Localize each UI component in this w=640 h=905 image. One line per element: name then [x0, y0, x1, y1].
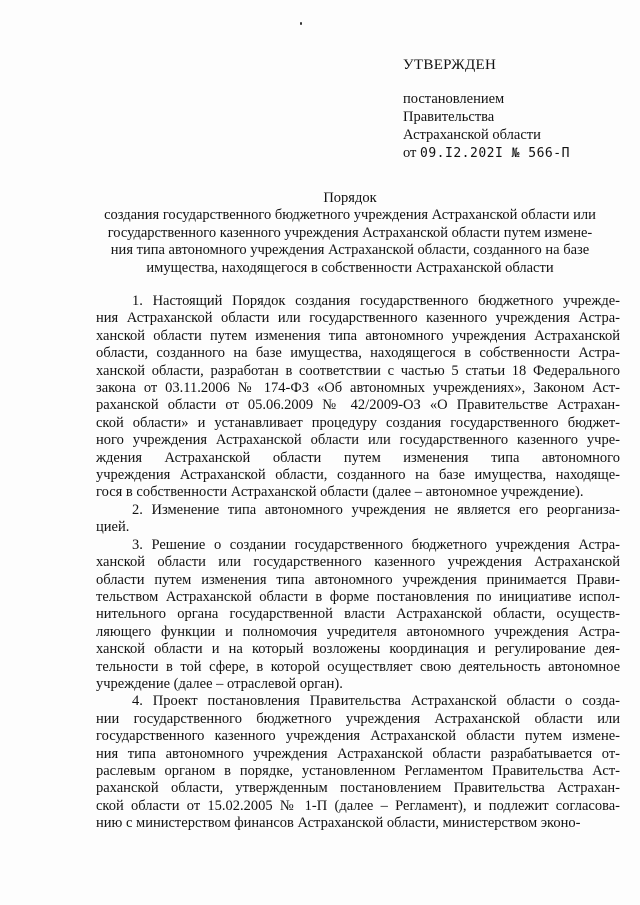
paragraph-line: государственного казенного учреждения Астраханской области путем измене- [96, 728, 620, 745]
paragraph-line: ханской области, разработан в соответствии с частью 5 статьи 18 Федерального [96, 362, 620, 379]
title-heading: Порядок [323, 190, 377, 206]
paragraph-line: 2. Изменение типа автономного учреждения не является его реорганиза- [132, 501, 620, 518]
paragraph-line: ного учреждения Астраханской области или государственного казенного учре- [96, 432, 620, 449]
title-line: ния типа автономного учреждения Астраханской области, созданного на базе [110, 242, 590, 259]
paragraph-line: раханской области от 05.06.2009 № 42/2009-ОЗ «О Правительстве Астрахан- [96, 397, 620, 414]
paragraph-3 [96, 537, 620, 694]
document-body [96, 293, 620, 833]
approval-block [403, 56, 623, 163]
paragraph-line: нительного органа государственной власти Астраханской области, осуществ- [96, 606, 620, 623]
approval-line: Правительства [403, 109, 495, 125]
scan-speck [300, 22, 302, 25]
title-line: создания государственного бюджетного учреждения Астраханской области или [104, 207, 596, 224]
paragraph-line: ской области» и устанавливает процедуру создания государственного бюджет- [96, 414, 620, 431]
paragraph-line: ханской области и на который возложены координация и регулирование дея- [96, 641, 620, 658]
paragraph-line: 3. Решение о создании государственного бюджетного учреждения Астра- [132, 536, 620, 553]
paragraph-line: раханской области, утвержденным постановлением Правительства Астрахан- [96, 780, 620, 797]
paragraph-line: учреждения Астраханской области, созданного на базе имущества, находяще- [96, 467, 620, 484]
paragraph-line: ния Астраханской области или государственного казенного учреждения Астра- [96, 310, 620, 327]
paragraph-line: ляющего функции и полномочия учредителя автономного учреждения Астра- [96, 623, 620, 640]
paragraph-line: закона от 03.11.2006 № 174-ФЗ «Об автономных учреждениях», Законом Аст- [96, 380, 620, 397]
paragraph-line: ния типа автономного учреждения Астраханской области разрабатывается от- [96, 745, 620, 762]
approval-heading: УТВЕРЖДЕН [403, 57, 497, 73]
approval-date-prefix: от [403, 145, 417, 161]
approval-line: постановлением [403, 91, 505, 107]
paragraph-line: учреждение (далее – отраслевой орган). [96, 675, 343, 692]
approval-line: Астраханской области [403, 127, 541, 143]
paragraph-line: ханской области или государственного казенного учреждения Астраханской [96, 554, 620, 571]
title-line: государственного казенного учреждения Астраханской области путем измене- [107, 224, 593, 241]
title-line: имущества, находящегося в собственности Астраханской области [146, 259, 554, 276]
paragraph-line: нии государственного бюджетного учреждения Астраханской области или [96, 710, 620, 727]
paragraph-line: гося в собственности Астраханской области (далее – автономное учреждение). [96, 484, 584, 501]
paragraph-line: 1. Настоящий Порядок создания государственного бюджетного учрежде- [132, 293, 620, 309]
approval-date-line [403, 144, 623, 163]
paragraph-1 [96, 293, 620, 502]
paragraph-line: области путем изменения типа автономного учреждения принимается Прави- [96, 571, 620, 588]
paragraph-line: ской области от 15.02.2005 № 1-П (далее – Регламент), и подлежит согласова- [96, 797, 620, 814]
paragraph-line: области, созданного на базе имущества, находящегося в собственности Астра- [96, 345, 620, 362]
paragraph-line: тельности в той сфере, в которой осуществляет свою деятельность автономное [96, 658, 620, 675]
approval-date-number: 09.I2.202I № 566-П [420, 146, 570, 161]
paragraph-line: нию с министерством финансов Астраханской области, министерством эконо- [96, 815, 581, 832]
paragraph-2 [96, 502, 620, 537]
paragraph-line: цией. [96, 519, 130, 536]
paragraph-line: раслевым органом в порядке, установленном Регламентом Правительства Аст- [96, 762, 620, 779]
paragraph-line: 4. Проект постановления Правительства Астраханской области о созда- [132, 693, 620, 710]
paragraph-line: ханской области путем изменения типа автономного учреждения Астраханской [96, 327, 620, 344]
paragraph-line: тельством Астраханской области в форме постановления по инициативе испол- [96, 588, 620, 605]
document-title [80, 190, 620, 277]
paragraph-4 [96, 693, 620, 832]
paragraph-line: ждения Астраханской области путем изменения типа автономного [96, 449, 620, 466]
